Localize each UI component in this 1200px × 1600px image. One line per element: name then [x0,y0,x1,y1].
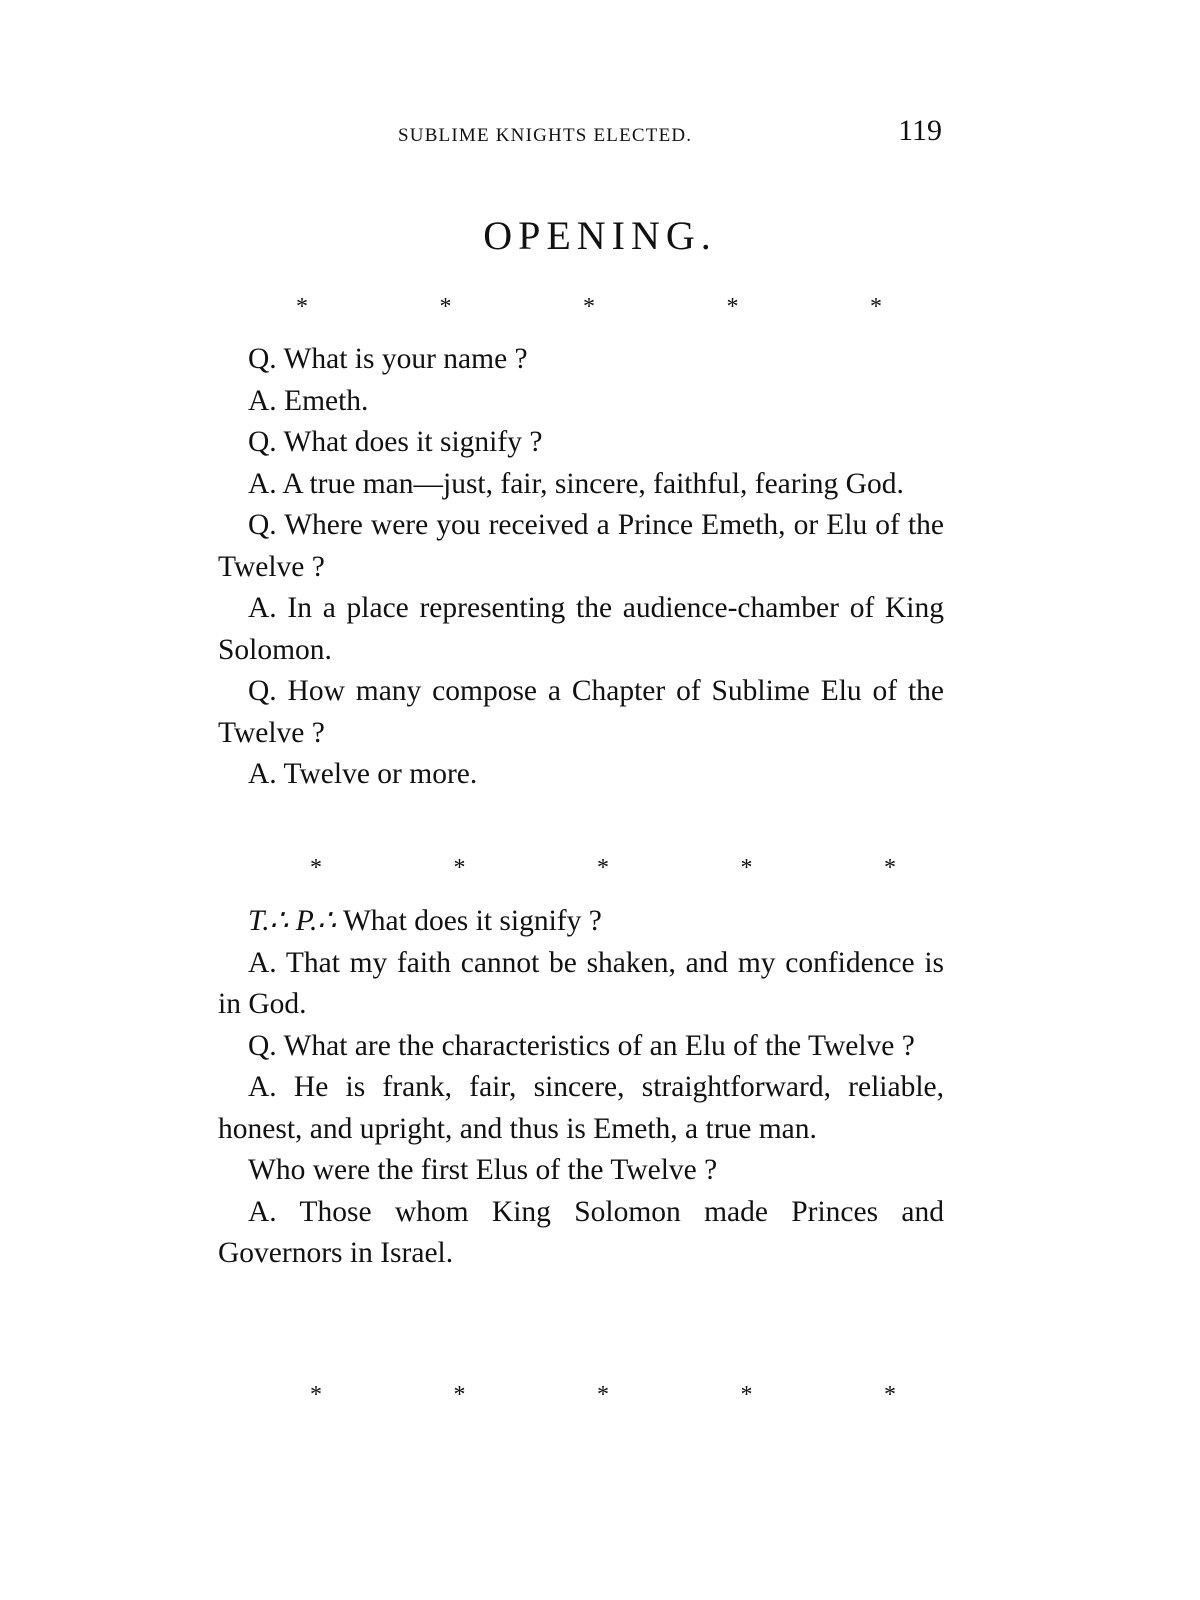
asterisk: * [583,294,595,320]
catechism-line: Q. How many compose a Chapter of Sublime Elu of the Twelve ? [218,675,944,749]
catechism-line: Q. What are the characteristics of an Elu of the Twelve ? [248,1029,915,1062]
catechism-line: A. A true man—just, fair, sincere, faithful, fearing God. [248,467,904,500]
asterisk: * [597,855,609,881]
asterisk-divider [308,1382,898,1409]
asterisk-divider [294,294,884,321]
catechism-line: Q. What does it signify ? [248,426,543,458]
asterisk: * [296,294,308,320]
section-title: OPENING. [483,213,717,258]
catechism-line: A. Twelve or more. [248,758,478,790]
catechism-block-1 [218,339,944,796]
catechism-line: Who were the first Elus of the Twelve ? [248,1154,718,1186]
catechism-line: A. In a place representing the audience-chamber of King Solomon. [218,592,944,666]
asterisk: * [453,855,466,881]
asterisk: * [870,294,882,320]
catechism-line: Q. Where were you received a Prince Emeth, or Elu of the Twelve ? [218,509,944,583]
asterisk: * [453,1382,466,1408]
question-text: What does it signify ? [336,905,602,937]
asterisk: * [597,1382,609,1408]
asterisk-divider [308,855,898,882]
catechism-line: A. That my faith cannot be shaken, and my confidence is in God. [218,946,944,1020]
catechism-block-2 [218,901,944,1275]
catechism-line: A. Those whom King Solomon made Princes and Governors in Israel. [218,1195,944,1269]
asterisk: * [740,855,753,881]
asterisk: * [884,1382,896,1408]
page-number: 119 [898,114,942,147]
catechism-line: A. He is frank, fair, sincere, straightforward, reliable, honest, and upright, and thus is Emeth, a true man. [218,1071,944,1145]
asterisk: * [884,855,896,881]
running-head-title: SUBLIME KNIGHTS ELECTED. [398,125,693,146]
asterisk: * [310,1382,322,1408]
asterisk: * [740,1382,753,1408]
catechism-line [218,901,944,943]
catechism-line: A. Emeth. [248,384,369,417]
speaker-abbreviation: T.∴ P.∴ [248,905,337,937]
asterisk: * [726,294,739,320]
asterisk: * [439,294,452,320]
catechism-line: Q. What is your name ? [248,343,528,375]
asterisk: * [310,855,322,881]
